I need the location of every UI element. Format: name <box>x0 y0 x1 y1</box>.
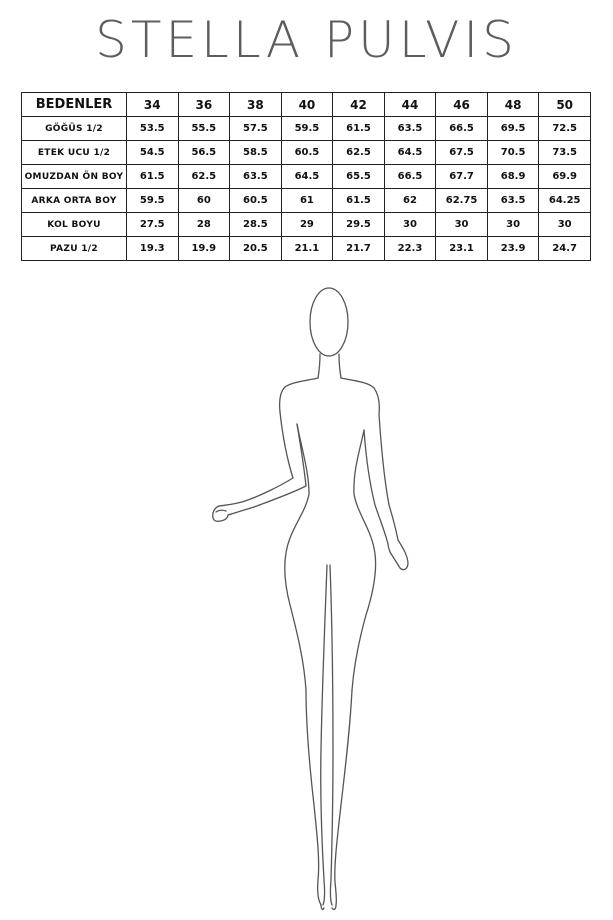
size-cell: 61.5 <box>333 189 385 213</box>
size-cell: 67.5 <box>436 141 488 165</box>
size-cell: 63.5 <box>384 117 436 141</box>
size-cell: 64.5 <box>281 165 333 189</box>
size-col-header: 42 <box>333 93 385 117</box>
size-cell: 28 <box>178 213 230 237</box>
size-row-label: KOL BOYU <box>22 213 127 237</box>
size-cell: 55.5 <box>178 117 230 141</box>
size-cell: 21.7 <box>333 237 385 261</box>
size-cell: 69.9 <box>539 165 591 189</box>
size-col-header: 48 <box>487 93 539 117</box>
size-cell: 68.9 <box>487 165 539 189</box>
size-cell: 30 <box>487 213 539 237</box>
croquis-foot-left <box>321 905 324 909</box>
size-cell: 59.5 <box>127 189 179 213</box>
size-cell: 62.75 <box>436 189 488 213</box>
size-row <box>22 165 591 189</box>
size-cell: 28.5 <box>230 213 282 237</box>
size-cell: 73.5 <box>539 141 591 165</box>
croquis-shoulder-right <box>341 378 379 414</box>
size-col-header: 44 <box>384 93 436 117</box>
size-col-header: 50 <box>539 93 591 117</box>
croquis-leg-right-inner <box>330 565 333 905</box>
size-cell: 54.5 <box>127 141 179 165</box>
size-col-header: 46 <box>436 93 488 117</box>
size-cell: 56.5 <box>178 141 230 165</box>
croquis-leg-left-outer <box>306 690 321 905</box>
size-cell: 62 <box>384 189 436 213</box>
size-cell: 30 <box>539 213 591 237</box>
size-cell: 65.5 <box>333 165 385 189</box>
size-cell: 21.1 <box>281 237 333 261</box>
size-cell: 72.5 <box>539 117 591 141</box>
size-cell: 22.3 <box>384 237 436 261</box>
size-cell: 64.5 <box>384 141 436 165</box>
size-cell: 23.9 <box>487 237 539 261</box>
croquis-torso-right <box>352 430 376 690</box>
size-cell: 19.3 <box>127 237 179 261</box>
size-cell: 61.5 <box>127 165 179 189</box>
croquis-wrist-right <box>388 544 390 552</box>
croquis-neck-left <box>318 354 320 378</box>
size-row <box>22 141 591 165</box>
size-cell: 61.5 <box>333 117 385 141</box>
size-row <box>22 117 591 141</box>
croquis-arm-left-outer <box>219 412 293 506</box>
size-row <box>22 237 591 261</box>
size-chart-table <box>21 92 591 261</box>
size-cell: 19.9 <box>178 237 230 261</box>
size-cell: 60 <box>178 189 230 213</box>
size-cell: 70.5 <box>487 141 539 165</box>
size-header-corner: BEDENLER <box>22 93 127 117</box>
croquis-foot-right <box>332 905 336 909</box>
size-cell: 66.5 <box>384 165 436 189</box>
size-cell: 23.1 <box>436 237 488 261</box>
croquis-arm-right-outer <box>379 414 398 540</box>
croquis-arm-left-inner <box>228 424 306 515</box>
size-col-header: 34 <box>127 93 179 117</box>
size-cell: 62.5 <box>333 141 385 165</box>
size-col-header: 36 <box>178 93 230 117</box>
size-row-label: ETEK UCU 1/2 <box>22 141 127 165</box>
size-row <box>22 189 591 213</box>
size-cell: 29 <box>281 213 333 237</box>
size-cell: 63.5 <box>230 165 282 189</box>
size-cell: 27.5 <box>127 213 179 237</box>
croquis-neck-right <box>339 354 341 378</box>
size-cell: 69.5 <box>487 117 539 141</box>
croquis-hand-left <box>213 506 228 521</box>
size-cell: 53.5 <box>127 117 179 141</box>
size-cell: 30 <box>436 213 488 237</box>
brand-logo: STELLA PULVIS <box>95 11 518 69</box>
size-header-row <box>22 93 591 117</box>
size-cell: 63.5 <box>487 189 539 213</box>
size-col-header: 38 <box>230 93 282 117</box>
croquis-leg-right-outer <box>335 690 352 905</box>
croquis-fingers-left <box>216 510 226 512</box>
size-cell: 61 <box>281 189 333 213</box>
croquis-leg-left-inner <box>321 565 327 905</box>
size-cell: 57.5 <box>230 117 282 141</box>
size-cell: 66.5 <box>436 117 488 141</box>
size-row-label: OMUZDAN ÖN BOY <box>22 165 127 189</box>
croquis-shoulder-left <box>280 378 318 412</box>
size-cell: 29.5 <box>333 213 385 237</box>
croquis-arm-right-inner <box>364 430 388 544</box>
size-row-label: ARKA ORTA BOY <box>22 189 127 213</box>
size-cell: 59.5 <box>281 117 333 141</box>
size-cell: 58.5 <box>230 141 282 165</box>
fashion-croquis-icon <box>0 270 613 920</box>
size-cell: 30 <box>384 213 436 237</box>
size-cell: 64.25 <box>539 189 591 213</box>
size-col-header: 40 <box>281 93 333 117</box>
size-row-label: GÖĞÜS 1/2 <box>22 117 127 141</box>
size-cell: 62.5 <box>178 165 230 189</box>
size-cell: 60.5 <box>281 141 333 165</box>
croquis-hand-right <box>390 540 408 570</box>
size-row-label: PAZU 1/2 <box>22 237 127 261</box>
size-cell: 20.5 <box>230 237 282 261</box>
size-row <box>22 213 591 237</box>
size-cell: 67.7 <box>436 165 488 189</box>
size-cell: 60.5 <box>230 189 282 213</box>
croquis-head <box>310 288 348 356</box>
size-cell: 24.7 <box>539 237 591 261</box>
